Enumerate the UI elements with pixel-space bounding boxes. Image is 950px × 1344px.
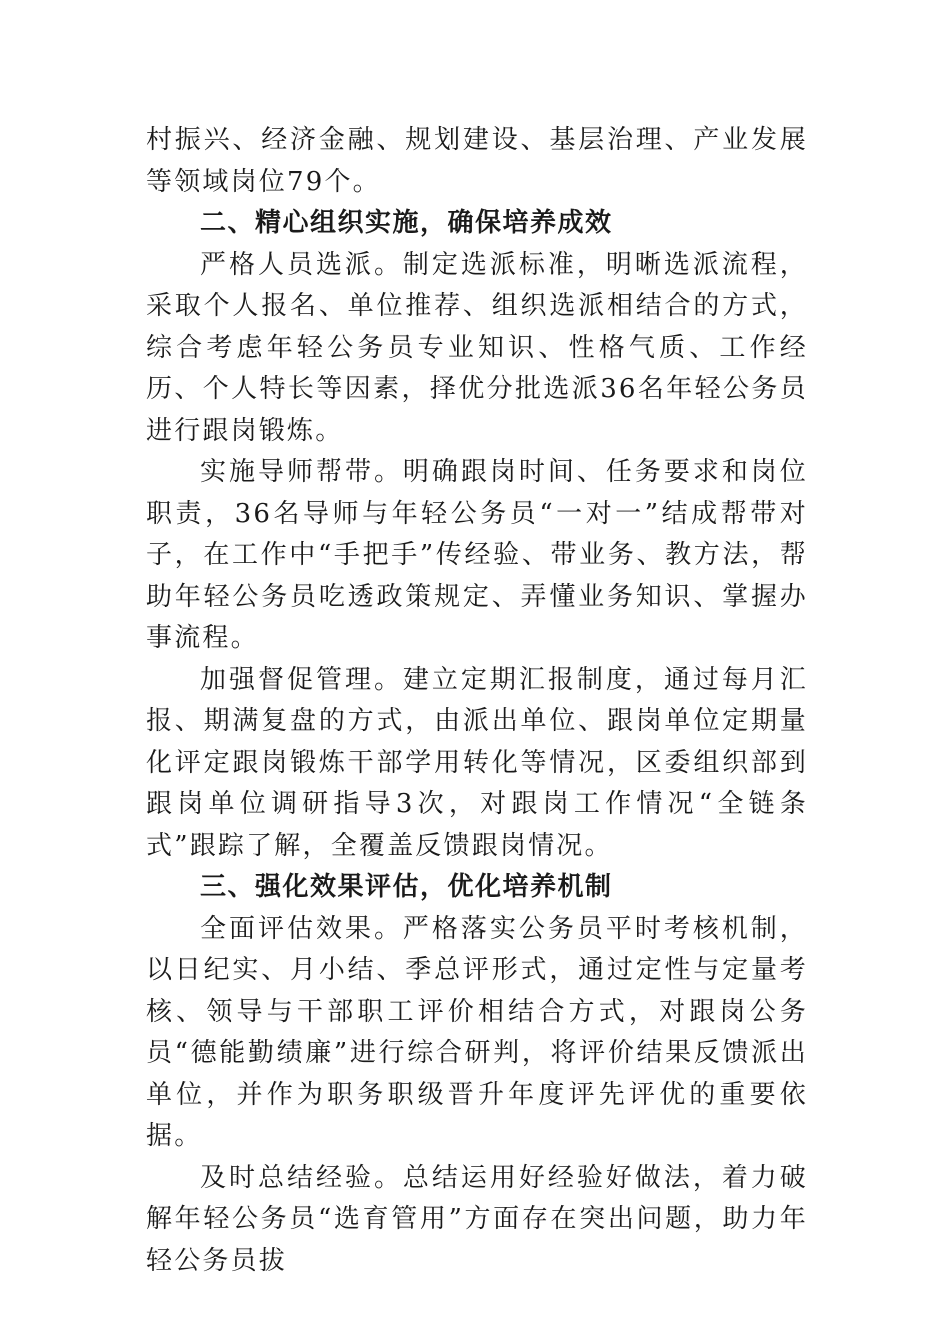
section-heading-2: 二、精心组织实施，确保培养成效 (200, 208, 613, 238)
paragraph-personnel-selection: 严格人员选派。制定选派标准，明晰选派流程，采取个人报名、单位推荐、组织选派相结合的方式，综合考虑年轻公务员专业知识、性格气质、工作经历、个人特长等因素，择优分批选派36名年轻公务员进行跟岗锻炼。 (146, 249, 808, 446)
paragraph-experience-summary: 及时总结经验。总结运用好经验好做法，着力破解年轻公务员“选育管用”方面存在突出问题，助力年轻公务员拔 (146, 1162, 808, 1276)
paragraph-supervision-management: 加强督促管理。建立定期汇报制度，通过每月汇报、期满复盘的方式，由派出单位、跟岗单位定期量化评定跟岗锻炼干部学用转化等情况，区委组织部到跟岗单位调研指导3次，对跟岗工作情况“全链条式”跟踪了解，全覆盖反馈跟岗情况。 (146, 664, 808, 861)
paragraph-mentor-guidance: 实施导师帮带。明确跟岗时间、任务要求和岗位职责，36名导师与年轻公务员“一对一”结成帮带对子，在工作中“手把手”传经验、带业务、教方法，帮助年轻公务员吃透政策规定、弄懂业务知识、掌握办事流程。 (146, 457, 808, 653)
paragraph-effect-evaluation: 全面评估效果。严格落实公务员平时考核机制，以日纪实、月小结、季总评形式，通过定性与定量考核、领导与干部职工评价相结合方式，对跟岗公务员“德能勤绩廉”进行综合研判，将评价结果反馈派出单位，并作为职务职级晋升年度评先评优的重要依据。 (146, 913, 808, 1151)
continuation-paragraph: 村振兴、经济金融、规划建设、基层治理、产业发展等领域岗位79个。 (146, 125, 808, 197)
document-body (146, 120, 808, 1282)
section-heading-3: 三、强化效果评估，优化培养机制 (200, 872, 613, 902)
